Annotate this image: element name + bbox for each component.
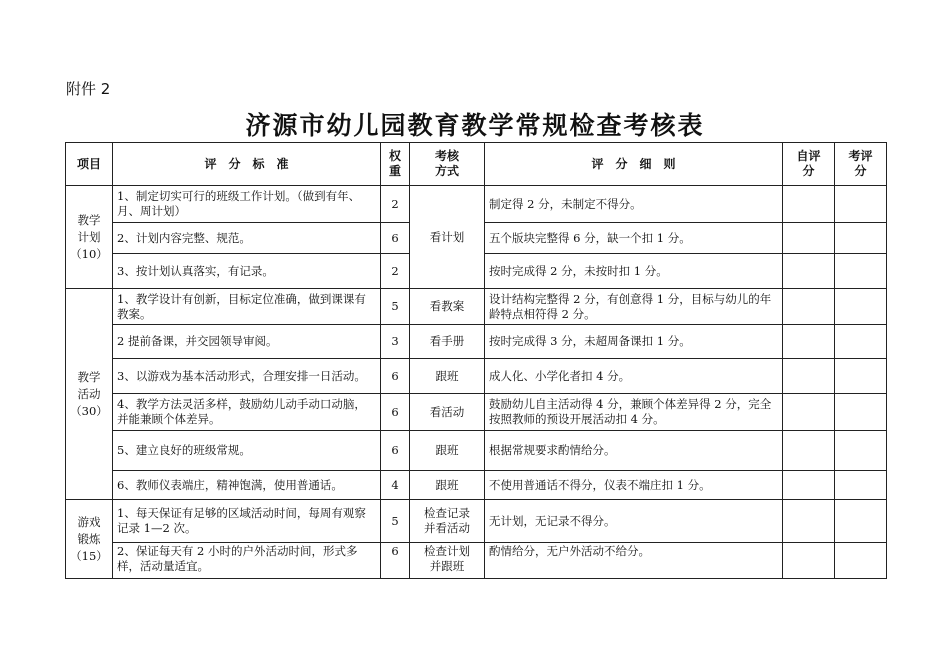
details-cell: 按时完成得 2 分，未按时扣 1 分。: [485, 254, 783, 289]
standard-cell: 2 提前备课，并交园领导审阅。: [113, 325, 381, 359]
header-eval-score: 考评 分: [835, 143, 887, 186]
details-cell: 按时完成得 3 分，未超周备课扣 1 分。: [485, 325, 783, 359]
eval-score-cell[interactable]: [835, 431, 887, 471]
table-row: [66, 186, 887, 223]
method-cell: 检查计划 并跟班: [410, 543, 485, 579]
table-row: [66, 394, 887, 431]
standard-cell: 6、教师仪表端庄，精神饱满，使用普通话。: [113, 471, 381, 500]
eval-score-cell[interactable]: [835, 186, 887, 223]
self-score-cell[interactable]: [783, 543, 835, 579]
standard-cell: 2、保证每天有 2 小时的户外活动时间，形式多样，活动量适宜。: [113, 543, 381, 579]
weight-cell: 6: [381, 543, 410, 579]
standard-cell: 3、以游戏为基本活动形式，合理安排一日活动。: [113, 359, 381, 394]
standard-cell: 4、教学方法灵活多样，鼓励幼儿动手动口动脑，并能兼顾个体差异。: [113, 394, 381, 431]
self-score-cell[interactable]: [783, 394, 835, 431]
weight-cell: 5: [381, 500, 410, 543]
table-row: [66, 500, 887, 543]
attachment-label: 附件 2: [66, 80, 111, 98]
standard-cell: 5、建立良好的班级常规。: [113, 431, 381, 471]
eval-score-cell[interactable]: [835, 543, 887, 579]
header-standard: 评 分 标 准: [113, 143, 381, 186]
weight-cell: 6: [381, 223, 410, 254]
table-row: [66, 431, 887, 471]
method-cell: 看计划: [410, 186, 485, 289]
table-row: [66, 471, 887, 500]
eval-score-cell[interactable]: [835, 223, 887, 254]
standard-cell: 1、每天保证有足够的区域活动时间，每周有观察记录 1—2 次。: [113, 500, 381, 543]
details-cell: 成人化、小学化者扣 4 分。: [485, 359, 783, 394]
weight-cell: 6: [381, 359, 410, 394]
method-cell: 跟班: [410, 471, 485, 500]
eval-score-cell[interactable]: [835, 325, 887, 359]
self-score-cell[interactable]: [783, 254, 835, 289]
eval-score-cell[interactable]: [835, 500, 887, 543]
details-cell: 五个版块完整得 6 分，缺一个扣 1 分。: [485, 223, 783, 254]
header-self-score: 自评 分: [783, 143, 835, 186]
weight-cell: 6: [381, 394, 410, 431]
page-title: 济源市幼儿园教育教学常规检查考核表: [245, 111, 705, 140]
eval-score-cell[interactable]: [835, 359, 887, 394]
standard-cell: 1、教学设计有创新，目标定位准确，做到课课有教案。: [113, 289, 381, 325]
weight-cell: 2: [381, 254, 410, 289]
category-cell: 教学 活动 （30）: [66, 289, 113, 500]
table-row: [66, 543, 887, 579]
method-cell: 跟班: [410, 431, 485, 471]
self-score-cell[interactable]: [783, 186, 835, 223]
details-cell: 酌情给分，无户外活动不给分。: [485, 543, 783, 579]
self-score-cell[interactable]: [783, 431, 835, 471]
eval-score-cell[interactable]: [835, 471, 887, 500]
eval-score-cell[interactable]: [835, 394, 887, 431]
method-cell: 看活动: [410, 394, 485, 431]
header-details: 评 分 细 则: [485, 143, 783, 186]
category-cell: 教学 计划 （10）: [66, 186, 113, 289]
details-cell: 根据常规要求酌情给分。: [485, 431, 783, 471]
header-method: 考核 方式: [410, 143, 485, 186]
details-cell: 无计划，无记录不得分。: [485, 500, 783, 543]
self-score-cell[interactable]: [783, 325, 835, 359]
self-score-cell[interactable]: [783, 289, 835, 325]
standard-cell: 3、按计划认真落实，有记录。: [113, 254, 381, 289]
weight-cell: 4: [381, 471, 410, 500]
details-cell: 制定得 2 分，未制定不得分。: [485, 186, 783, 223]
method-cell: 跟班: [410, 359, 485, 394]
category-cell: 游戏 锻炼 （15）: [66, 500, 113, 579]
table-row: [66, 289, 887, 325]
table-row: [66, 325, 887, 359]
header-item: 项目: [66, 143, 113, 186]
standard-cell: 1、制定切实可行的班级工作计划。（做到有年、月、周计划）: [113, 186, 381, 223]
details-cell: 不使用普通话不得分，仪表不端庄扣 1 分。: [485, 471, 783, 500]
weight-cell: 3: [381, 325, 410, 359]
details-cell: 设计结构完整得 2 分，有创意得 1 分，目标与幼儿的年龄特点相符得 2 分。: [485, 289, 783, 325]
assessment-table: [65, 142, 887, 579]
weight-cell: 5: [381, 289, 410, 325]
table-row: [66, 359, 887, 394]
method-cell: 检查记录 并看活动: [410, 500, 485, 543]
weight-cell: 2: [381, 186, 410, 223]
standard-cell: 2、计划内容完整、规范。: [113, 223, 381, 254]
self-score-cell[interactable]: [783, 500, 835, 543]
eval-score-cell[interactable]: [835, 289, 887, 325]
header-row: [66, 143, 887, 186]
header-weight: 权 重: [381, 143, 410, 186]
self-score-cell[interactable]: [783, 359, 835, 394]
self-score-cell[interactable]: [783, 223, 835, 254]
method-cell: 看教案: [410, 289, 485, 325]
method-cell: 看手册: [410, 325, 485, 359]
details-cell: 鼓励幼儿自主活动得 4 分，兼顾个体差异得 2 分，完全按照教师的预设开展活动扣 4 分。: [485, 394, 783, 431]
self-score-cell[interactable]: [783, 471, 835, 500]
eval-score-cell[interactable]: [835, 254, 887, 289]
weight-cell: 6: [381, 431, 410, 471]
